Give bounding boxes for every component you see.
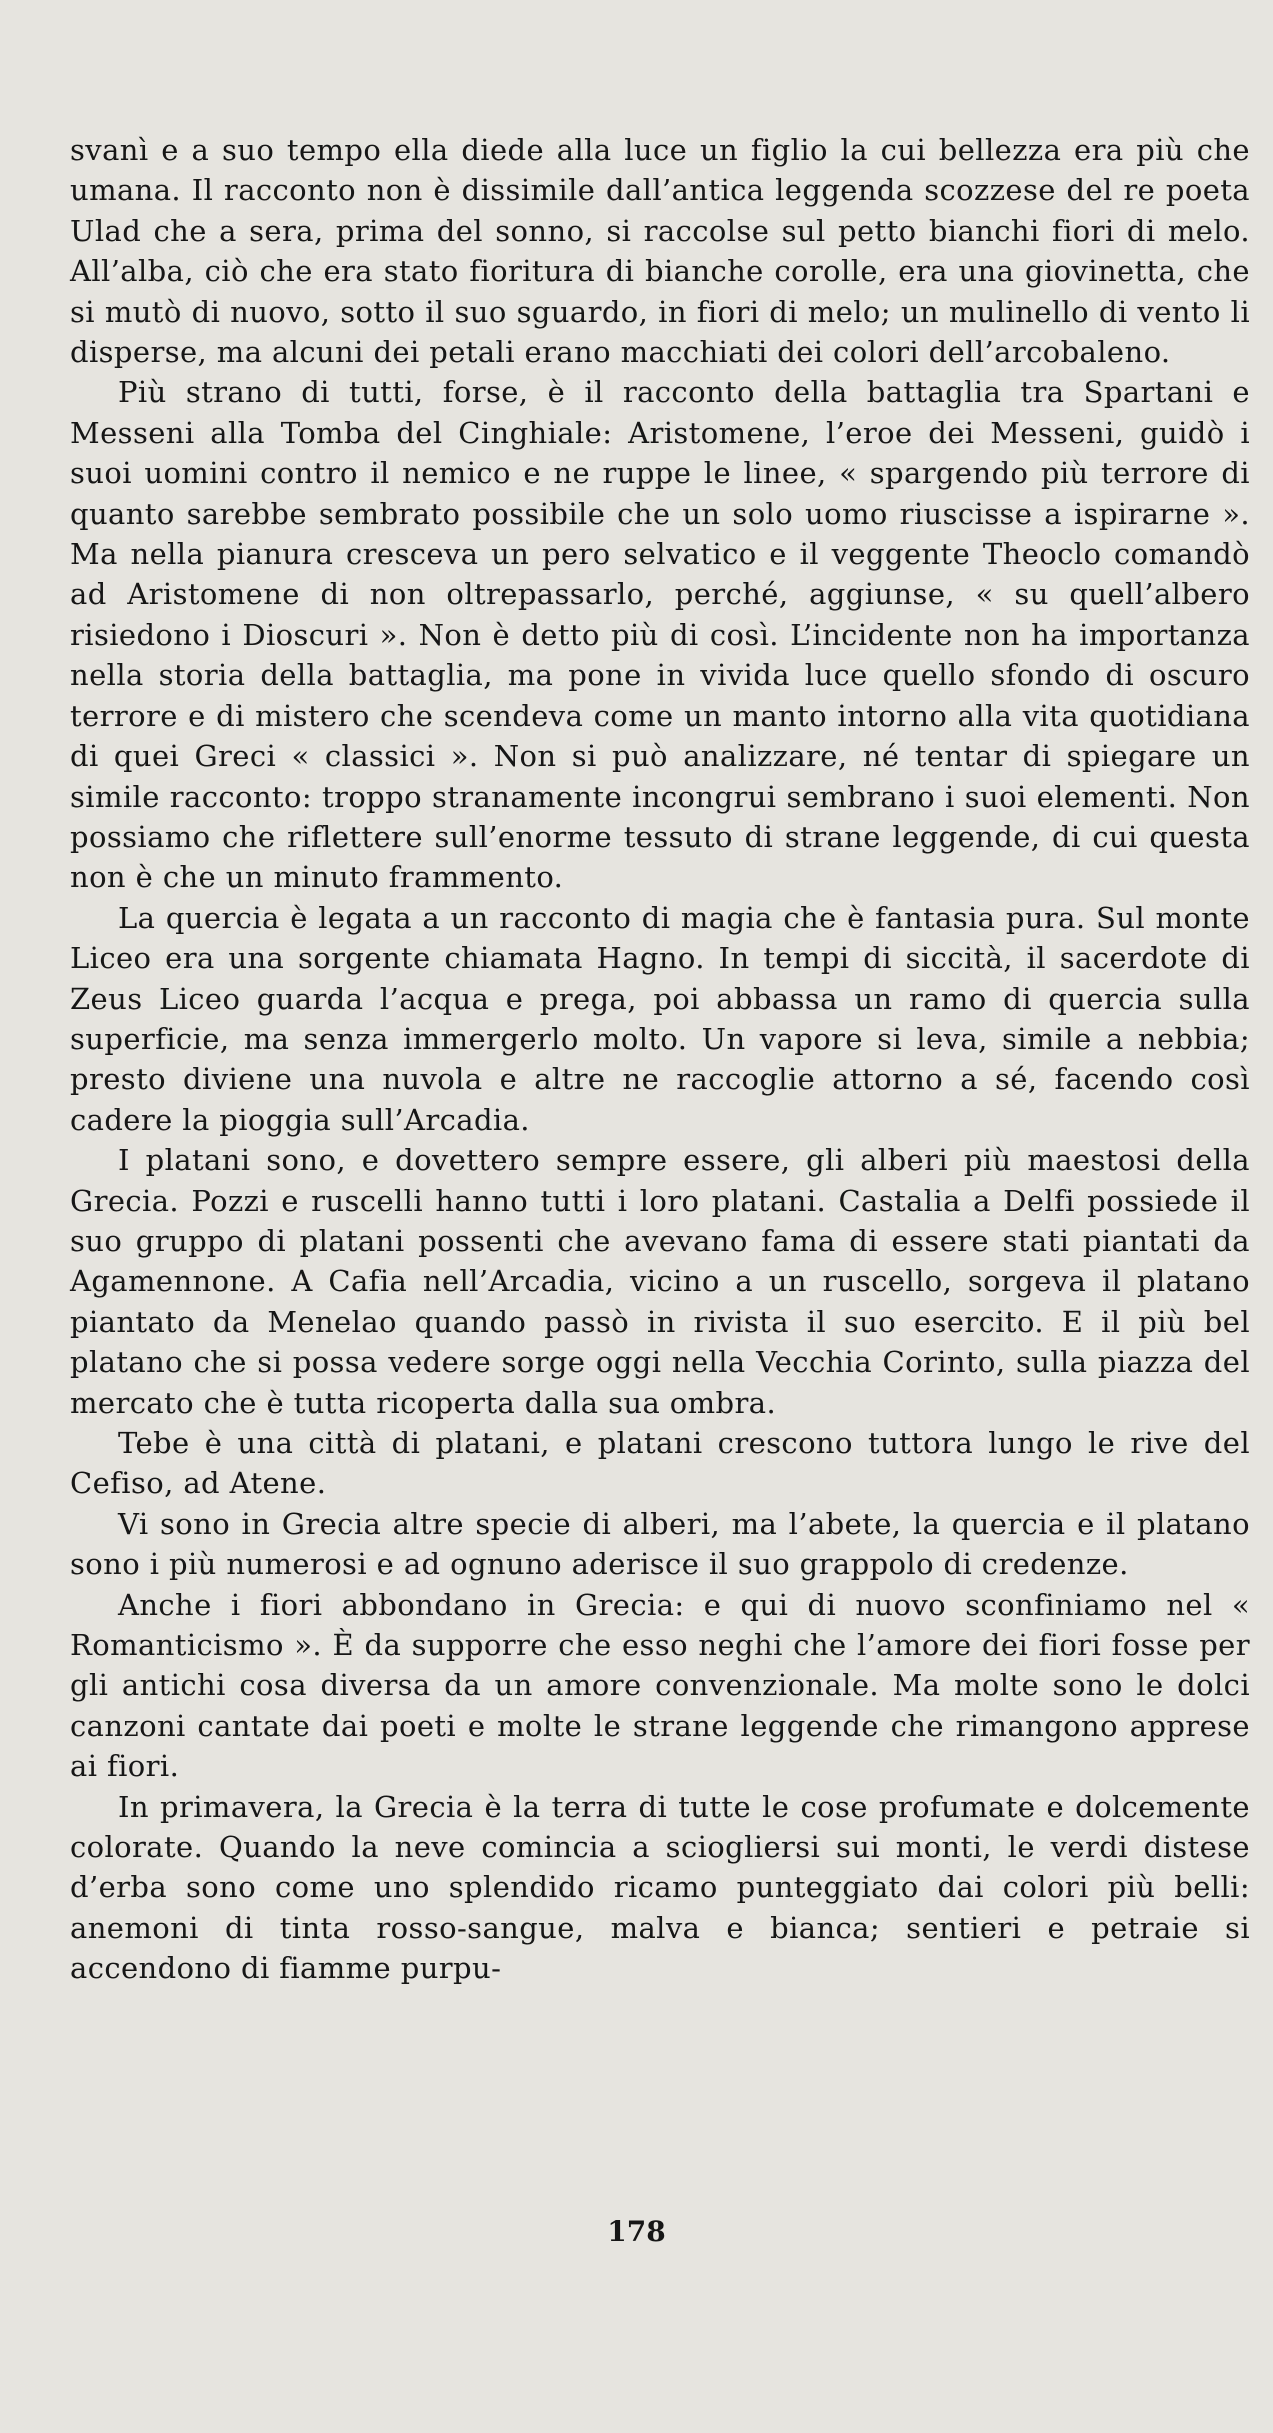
page-number: 178 (607, 2215, 666, 2248)
paragraph-spring: In primavera, la Grecia è la terra di tutte le cose profumate e dolcemente colorate. Quando la neve comincia a sciogliersi sui monti, le verdi distese d’erba sono come uno splendido ricamo punteggiato dai colori più belli: anemoni di tinta rosso-sangue, malva e bianca; sentieri e petraie si accendono di fiamme purpu- (70, 1789, 1250, 1986)
paragraph-plane-trees: I platani sono, e dovettero sempre essere, gli alberi più maestosi della Grecia. Pozzi e ruscelli hanno tutti i loro platani. Castalia a Delfi possiede il suo gruppo di platani possenti che avevano fama di essere stati piantati da Agamennone. A Cafia nell’Arcadia, vicino a un ruscello, sorgeva il platano piantato da Menelao quando passò in rivista il suo esercito. E il più bel platano che si possa vedere sorge oggi nella Vecchia Corinto, sulla piazza del mercato che è tutta ricoperta dalla sua ombra. (70, 1143, 1250, 1420)
paragraph-continuation: svanì e a suo tempo ella diede alla luce un figlio la cui bellezza era più che umana. Il racconto non è dissimile dall’antica leggenda scozzese del re poeta Ulad che a sera, prima del sonno, si raccolse sul petto bianchi fiori di melo. All’alba, ciò che era stato fioritura di bianche corolle, era una giovinetta, che si mutò di nuovo, sotto il suo sguardo, in fiori di melo; un mulinello di vento li disperse, ma alcuni dei petali erano macchiati dei colori dell’arcobaleno. (70, 133, 1250, 370)
page-body-text (70, 130, 1250, 1989)
paragraph-other-trees: Vi sono in Grecia altre specie di alberi, ma l’abete, la quercia e il platano sono i più numerosi e ad ognuno aderisce il suo grappolo di credenze. (70, 1506, 1250, 1582)
paragraph-thebes: Tebe è una città di platani, e platani crescono tuttora lungo le rive del Cefiso, ad Atene. (70, 1426, 1250, 1501)
paragraph-oak-magic: La quercia è legata a un racconto di magia che è fantasia pura. Sul monte Liceo era una sorgente chiamata Hagno. In tempi di siccità, il sacerdote di Zeus Liceo guarda l’acqua e prega, poi abbassa un ramo di quercia sulla superficie, ma senza immergerlo molto. Un vapore si leva, simile a nebbia; presto diviene una nuvola e altre ne raccoglie attorno a sé, facendo così cadere la pioggia sull’Arcadia. (70, 900, 1250, 1137)
paragraph-battle-boar-tomb: Più strano di tutti, forse, è il racconto della battaglia tra Spartani e Messeni alla Tomba del Cinghiale: Aristomene, l’eroe dei Messeni, guidò i suoi uomini contro il nemico e ne ruppe le linee, « spargendo più terrore di quanto sarebbe sembrato possibile che un solo uomo riuscisse a ispirarne ». Ma nella pianura cresceva un pero selvatico e il veggente Theoclo comandò ad Aristomene di non oltrepassarlo, perché, aggiunse, « su quell’albero risiedono i Dioscuri ». Non è detto più di così. L’incidente non ha importanza nella storia della battaglia, ma pone in vivida luce quello sfondo di oscuro terrore e di mistero che scendeva come un manto intorno alla vita quotidiana di quei Greci « classici ». Non si può analizzare, né tentar di spiegare un simile racconto: troppo stranamente incongrui sembrano i suoi elementi. Non possiamo che riflettere sull’enorme tessuto di strane leggende, di cui questa non è che un minuto frammento. (70, 375, 1250, 895)
paragraph-flowers: Anche i fiori abbondano in Grecia: e qui di nuovo sconfiniamo nel « Romanticismo ». È da supporre che esso neghi che l’amore dei fiori fosse per gli antichi cosa diversa da un amore convenzionale. Ma molte sono le dolci canzoni cantate dai poeti e molte le strane leggende che rimangono apprese ai fiori. (70, 1587, 1250, 1784)
